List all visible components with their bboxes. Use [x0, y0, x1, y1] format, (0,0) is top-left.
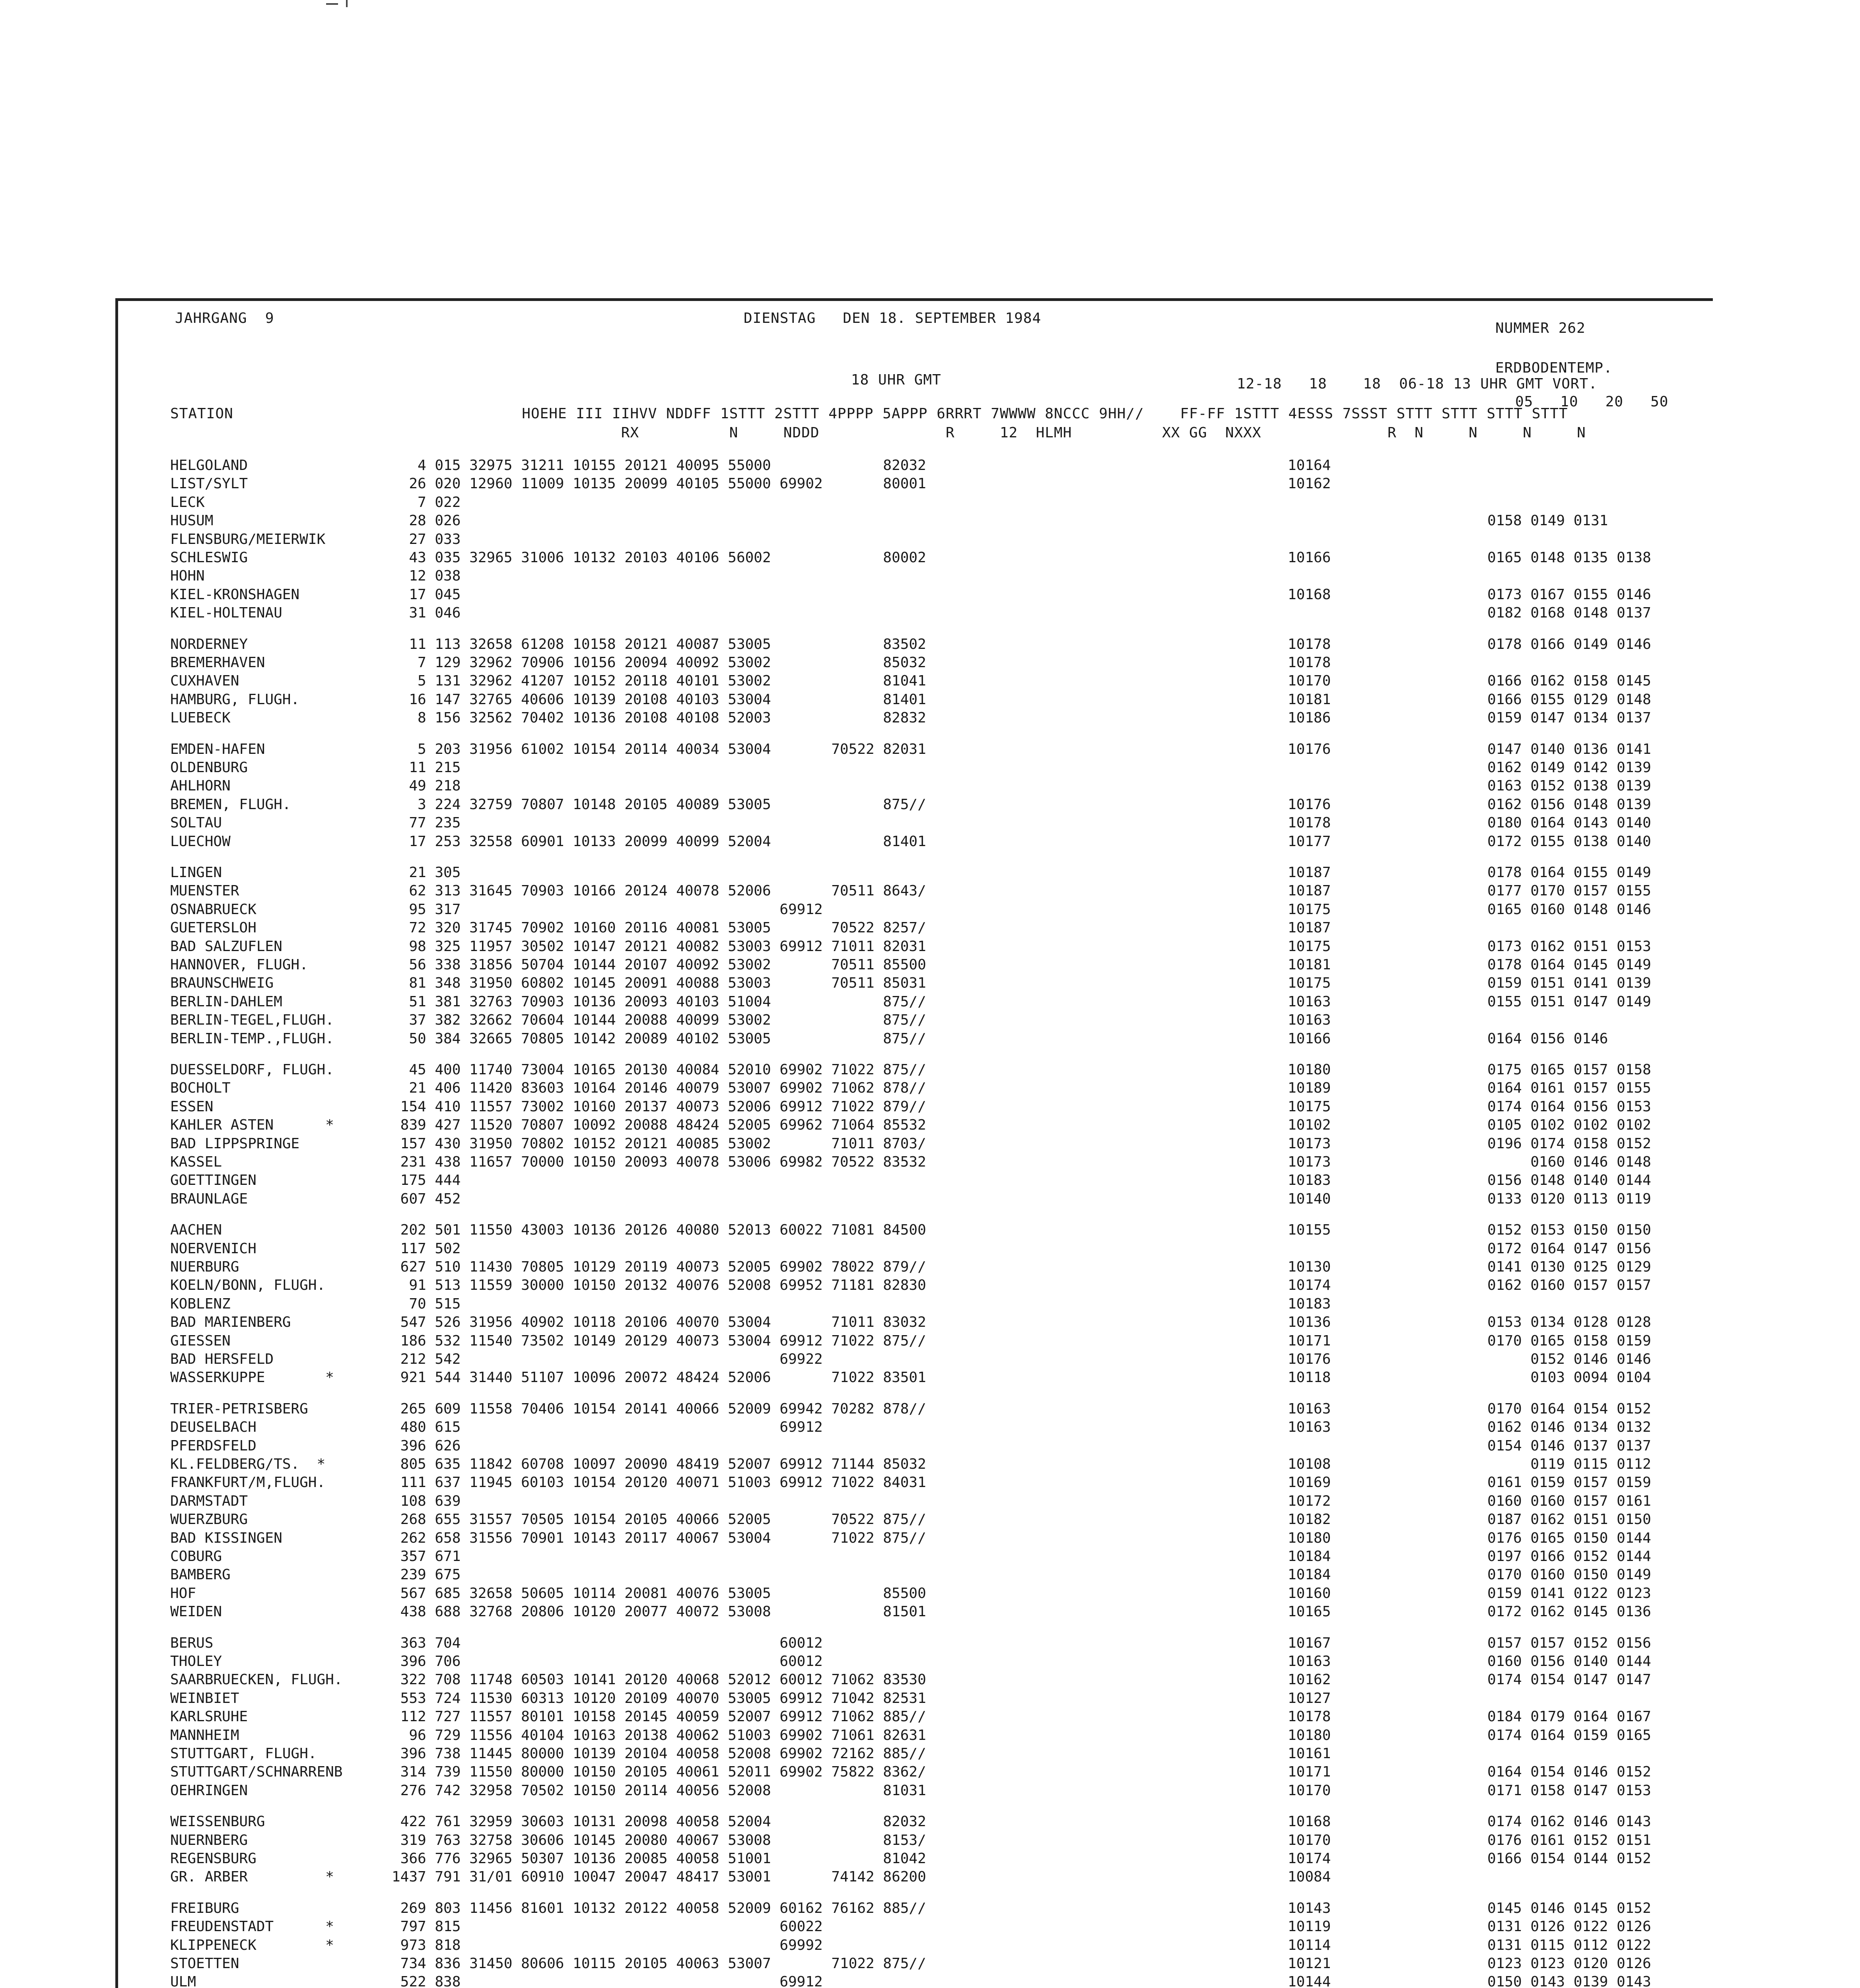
station-name: WUERZBURG [170, 1511, 248, 1528]
soil-depth-heading: 05 10 20 50 [1515, 394, 1669, 410]
supplementary-groups: 10184 [1288, 1548, 1331, 1565]
synop-groups: 49 218 [392, 778, 461, 794]
soil-temperatures: 0176 0161 0152 0151 [1487, 1832, 1651, 1848]
synop-groups: 396 706 60012 [392, 1653, 823, 1670]
synop-groups: 322 708 11748 60503 10141 20120 40068 52012 60012 71062 83530 [392, 1672, 926, 1688]
supplementary-groups: 10178 [1288, 636, 1331, 652]
soil-temperatures: 0159 0151 0141 0139 [1487, 975, 1651, 991]
synop-groups: 268 655 31557 70505 10154 20105 40066 52005 70522 875// [392, 1511, 926, 1528]
synop-groups: 28 026 [392, 513, 461, 529]
supplementary-groups: 10163 [1288, 1012, 1331, 1028]
soil-temperatures: 0187 0162 0151 0150 [1487, 1511, 1651, 1528]
station-name: MUENSTER [170, 883, 239, 899]
synop-groups: 522 838 69912 [392, 1974, 823, 1988]
station-name: AHLHORN [170, 778, 231, 794]
synop-groups: 314 739 11550 80000 10150 20105 40061 52011 69902 75822 8362/ [392, 1764, 926, 1780]
station-name: KOBLENZ [170, 1296, 231, 1312]
soil-temperatures: 0166 0162 0158 0145 [1487, 673, 1651, 689]
synop-groups: 553 724 11530 60313 10120 20109 40070 53005 69912 71042 82531 [392, 1690, 926, 1706]
soil-temperatures: 0197 0166 0152 0144 [1487, 1548, 1651, 1565]
soil-temperatures: 0159 0147 0134 0137 [1487, 710, 1651, 726]
soil-temperatures: 0166 0154 0144 0152 [1487, 1850, 1651, 1867]
soil-temperatures: 0170 0160 0150 0149 [1487, 1567, 1651, 1583]
synop-groups: 396 738 11445 80000 10139 20104 40058 52008 69902 72162 885// [392, 1745, 926, 1762]
soil-temperatures: 0172 0155 0138 0140 [1487, 833, 1651, 850]
soil-temperatures: 0154 0146 0137 0137 [1487, 1438, 1651, 1454]
synop-groups: 111 637 11945 60103 10154 20120 40071 51003 69912 71022 84031 [392, 1474, 926, 1491]
synop-groups: 265 609 11558 70406 10154 20141 40066 52009 69942 70282 878// [392, 1401, 926, 1417]
soil-temperatures: 0157 0157 0152 0156 [1487, 1635, 1651, 1651]
station-name: LINGEN [170, 864, 222, 881]
soil-temperatures: 0176 0165 0150 0144 [1487, 1530, 1651, 1546]
soil-temperatures: 0159 0141 0122 0123 [1487, 1585, 1651, 1602]
station-name: LUEBECK [170, 710, 231, 726]
soil-temperatures: 0141 0130 0125 0129 [1487, 1259, 1651, 1275]
soil-temperatures: 0162 0149 0142 0139 [1487, 759, 1651, 776]
synop-groups: 797 815 60022 [392, 1918, 823, 1935]
synop-groups: 77 235 [392, 815, 461, 831]
supplementary-groups: 10165 [1288, 1604, 1331, 1620]
synop-groups: 269 803 11456 81601 10132 20122 40058 52009 60162 76162 885// [392, 1900, 926, 1916]
station-name: KL.FELDBERG/TS. * [170, 1456, 326, 1472]
synop-groups: 37 382 32662 70604 10144 20088 40099 53002 875// [392, 1012, 926, 1028]
soil-temperatures: 0165 0160 0148 0146 [1487, 901, 1651, 918]
supplementary-groups: 10182 [1288, 1511, 1331, 1528]
synop-groups: 276 742 32958 70502 10150 20114 40056 52008 81031 [392, 1782, 926, 1799]
supplementary-groups: 10170 [1288, 1832, 1331, 1848]
synop-groups: 3 224 32759 70807 10148 20105 40089 53005 875// [392, 796, 926, 813]
synop-groups: 8 156 32562 70402 10136 20108 40108 52003 82832 [392, 710, 926, 726]
supplementary-groups: 10114 [1288, 1937, 1331, 1953]
supplementary-groups: 10175 [1288, 901, 1331, 918]
supplementary-groups: 10127 [1288, 1690, 1331, 1706]
synop-groups: 5 131 32962 41207 10152 20118 40101 53002 81041 [392, 673, 926, 689]
soil-temperatures: 0164 0156 0146 [1487, 1031, 1608, 1047]
soil-temperatures: 0103 0094 0104 [1487, 1369, 1651, 1386]
station-name: HOF [170, 1585, 196, 1602]
station-name: KARLSRUHE [170, 1708, 248, 1725]
supplementary-groups: 10166 [1288, 549, 1331, 566]
synop-groups: 480 615 69912 [392, 1419, 823, 1435]
supplementary-groups: 10140 [1288, 1191, 1331, 1207]
station-name: BREMEN, FLUGH. [170, 796, 291, 813]
soil-temperatures: 0170 0165 0158 0159 [1487, 1333, 1651, 1349]
station-name: THOLEY [170, 1653, 222, 1670]
synop-groups: 70 515 [392, 1296, 461, 1312]
station-name: OSNABRUECK [170, 901, 257, 918]
supplementary-groups: 10177 [1288, 833, 1331, 850]
synop-groups: 973 818 69992 [392, 1937, 823, 1953]
supplementary-groups: 10183 [1288, 1172, 1331, 1188]
soil-temperatures: 0173 0162 0151 0153 [1487, 938, 1651, 955]
station-name: BAD KISSINGEN [170, 1530, 282, 1546]
soil-temperatures: 0180 0164 0143 0140 [1487, 815, 1651, 831]
supplementary-groups: 10161 [1288, 1745, 1331, 1762]
station-name: BERLIN-TEGEL,FLUGH. [170, 1012, 334, 1028]
station-name: FLENSBURG/MEIERWIK [170, 531, 326, 547]
supplementary-groups: 10163 [1288, 1653, 1331, 1670]
station-name: BAD SALZUFLEN [170, 938, 282, 955]
supplementary-groups: 10170 [1288, 1782, 1331, 1799]
soil-temperatures: 0165 0148 0135 0138 [1487, 549, 1651, 566]
station-name: KIEL-HOLTENAU [170, 605, 282, 621]
supplementary-groups: 10189 [1288, 1080, 1331, 1096]
soil-temperatures: 0164 0154 0146 0152 [1487, 1764, 1651, 1780]
supplementary-groups: 10169 [1288, 1474, 1331, 1491]
synop-groups: 239 675 [392, 1567, 461, 1583]
supplementary-groups: 10173 [1288, 1154, 1331, 1170]
station-name: CUXHAVEN [170, 673, 239, 689]
synop-groups: 16 147 32765 40606 10139 20108 40103 53004 81401 [392, 691, 926, 708]
supplementary-groups: 10172 [1288, 1493, 1331, 1509]
synop-groups: 91 513 11559 30000 10150 20132 40076 52008 69952 71181 82830 [392, 1277, 926, 1293]
soil-temp-heading: ERDBODENTEMP. [1495, 360, 1613, 376]
soil-temperatures: 0164 0161 0157 0155 [1487, 1080, 1651, 1096]
station-name: GOETTINGEN [170, 1172, 257, 1188]
synop-groups: 363 704 60012 [392, 1635, 823, 1651]
station-name: KAHLER ASTEN * [170, 1117, 334, 1133]
synop-groups: 11 215 [392, 759, 461, 776]
supplementary-groups: 10121 [1288, 1955, 1331, 1972]
issue-number: NUMMER 262 [1495, 320, 1586, 336]
supplementary-groups: 10174 [1288, 1850, 1331, 1867]
supplementary-groups: 10178 [1288, 1708, 1331, 1725]
soil-temperatures: 0177 0170 0157 0155 [1487, 883, 1651, 899]
soil-temperatures: 0160 0160 0157 0161 [1487, 1493, 1651, 1509]
station-name: BERUS [170, 1635, 214, 1651]
station-name: NORDERNEY [170, 636, 248, 652]
supplementary-groups: 10186 [1288, 710, 1331, 726]
soil-temperatures: 0145 0146 0145 0152 [1487, 1900, 1651, 1916]
station-name: NUERBURG [170, 1259, 239, 1275]
soil-temperatures: 0158 0149 0131 [1487, 513, 1608, 529]
supplementary-groups: 10174 [1288, 1277, 1331, 1293]
soil-temperatures: 0123 0123 0120 0126 [1487, 1955, 1651, 1972]
soil-temperatures: 0152 0153 0150 0150 [1487, 1222, 1651, 1238]
soil-temperatures: 0119 0115 0112 [1487, 1456, 1651, 1472]
station-name: COBURG [170, 1548, 222, 1565]
synop-groups: 5 203 31956 61002 10154 20114 40034 53004 70522 82031 [392, 741, 926, 757]
synop-groups: 567 685 32658 50605 10114 20081 40076 53005 85500 [392, 1585, 926, 1602]
supplementary-groups: 10173 [1288, 1136, 1331, 1152]
supplementary-groups: 10178 [1288, 654, 1331, 671]
supplementary-groups: 10180 [1288, 1062, 1331, 1078]
station-name: WEIDEN [170, 1604, 222, 1620]
supplementary-groups: 10130 [1288, 1259, 1331, 1275]
station-name: AACHEN [170, 1222, 222, 1238]
synop-groups: 81 348 31950 60802 10145 20091 40088 53003 70511 85031 [392, 975, 926, 991]
station-name: GIESSEN [170, 1333, 231, 1349]
soil-temperatures: 0160 0156 0140 0144 [1487, 1653, 1651, 1670]
supplementary-groups: 10166 [1288, 1031, 1331, 1047]
station-name: EMDEN-HAFEN [170, 741, 265, 757]
supplementary-groups: 10168 [1288, 586, 1331, 603]
supplementary-groups: 10180 [1288, 1727, 1331, 1743]
soil-temperatures: 0174 0164 0156 0153 [1487, 1099, 1651, 1115]
station-name: LIST/SYLT [170, 476, 248, 492]
soil-temperatures: 0166 0155 0129 0148 [1487, 691, 1651, 708]
synop-groups: 262 658 31556 70901 10143 20117 40067 53004 71022 875// [392, 1530, 926, 1546]
supplementary-groups: 10160 [1288, 1585, 1331, 1602]
soil-temperatures: 0105 0102 0102 0102 [1487, 1117, 1651, 1133]
supplementary-groups: 10164 [1288, 457, 1331, 474]
period-heading: 12-18 18 18 06-18 13 UHR GMT VORT. [1237, 376, 1598, 392]
supplementary-groups: 10168 [1288, 1813, 1331, 1830]
synop-groups: 12 038 [392, 568, 461, 584]
synop-groups: 231 438 11657 70000 10150 20093 40078 53006 69982 70522 83532 [392, 1154, 926, 1170]
station-name: TRIER-PETRISBERG [170, 1401, 308, 1417]
supplementary-groups: 10155 [1288, 1222, 1331, 1238]
station-name: BAD HERSFELD [170, 1351, 274, 1367]
station-name: NUERNBERG [170, 1832, 248, 1848]
supplementary-groups: 10187 [1288, 864, 1331, 881]
soil-temperatures: 0173 0167 0155 0146 [1487, 586, 1651, 603]
station-name: FREIBURG [170, 1900, 239, 1916]
synop-groups: 21 406 11420 83603 10164 20146 40079 53007 69902 71062 878// [392, 1080, 926, 1096]
station-name: SAARBRUECKEN, FLUGH. [170, 1672, 343, 1688]
supplementary-groups: 10176 [1288, 741, 1331, 757]
synop-groups: 627 510 11430 70805 10129 20119 40073 52005 69902 78022 879// [392, 1259, 926, 1275]
soil-temperatures: 0174 0164 0159 0165 [1487, 1727, 1651, 1743]
synop-groups: 17 253 32558 60901 10133 20099 40099 52004 81401 [392, 833, 926, 850]
soil-temperatures: 0174 0162 0146 0143 [1487, 1813, 1651, 1830]
soil-temperatures: 0160 0146 0148 [1487, 1154, 1651, 1170]
station-name: KOELN/BONN, FLUGH. [170, 1277, 326, 1293]
station-name: FRANKFURT/M,FLUGH. [170, 1474, 326, 1491]
supplementary-groups: 10171 [1288, 1333, 1331, 1349]
station-name: STUTTGART, FLUGH. [170, 1745, 317, 1762]
synop-groups: 95 317 69912 [392, 901, 823, 918]
supplementary-groups: 10119 [1288, 1918, 1331, 1935]
soil-temperatures: 0147 0140 0136 0141 [1487, 741, 1651, 757]
supplementary-groups: 10144 [1288, 1974, 1331, 1988]
synop-groups: 45 400 11740 73004 10165 20130 40084 52010 69902 71022 875// [392, 1062, 926, 1078]
supplementary-groups: 10163 [1288, 994, 1331, 1010]
station-name: HAMBURG, FLUGH. [170, 691, 300, 708]
synop-groups: 438 688 32768 20806 10120 20077 40072 53008 81501 [392, 1604, 926, 1620]
supplementary-groups: 10175 [1288, 938, 1331, 955]
supplementary-groups: 10143 [1288, 1900, 1331, 1916]
station-name: BERLIN-TEMP.,FLUGH. [170, 1031, 334, 1047]
supplementary-groups: 10181 [1288, 691, 1331, 708]
station-name: ESSEN [170, 1099, 214, 1115]
supplementary-groups: 10175 [1288, 975, 1331, 991]
synop-groups: 108 639 [392, 1493, 461, 1509]
station-name: BOCHOLT [170, 1080, 231, 1096]
soil-temperatures: 0178 0164 0155 0149 [1487, 864, 1651, 881]
issue-date: DIENSTAG DEN 18. SEPTEMBER 1984 [744, 310, 1042, 326]
soil-temperatures: 0163 0152 0138 0139 [1487, 778, 1651, 794]
synop-groups: 62 313 31645 70903 10166 20124 40078 52006 70511 8643/ [392, 883, 926, 899]
supplementary-groups: 10108 [1288, 1456, 1331, 1472]
station-name: DEUSELBACH [170, 1419, 257, 1435]
station-name: REGENSBURG [170, 1850, 257, 1867]
station-name: KASSEL [170, 1154, 222, 1170]
synop-groups: 202 501 11550 43003 10136 20126 40080 52013 60022 71081 84500 [392, 1222, 926, 1238]
soil-temperatures: 0161 0159 0157 0159 [1487, 1474, 1651, 1491]
station-name: ULM [170, 1974, 196, 1988]
station-name: WEISSENBURG [170, 1813, 265, 1830]
station-name: NOERVENICH [170, 1241, 257, 1257]
synop-groups: 7 129 32962 70906 10156 20094 40092 53002 85032 [392, 654, 926, 671]
station-name: WASSERKUPPE * [170, 1369, 334, 1386]
station-name: KIEL-KRONSHAGEN [170, 586, 300, 603]
supplementary-groups: 10178 [1288, 815, 1331, 831]
soil-temperatures: 0162 0156 0148 0139 [1487, 796, 1651, 813]
supplementary-groups: 10180 [1288, 1530, 1331, 1546]
observation-time-heading: 18 UHR GMT [851, 372, 941, 388]
station-name: LECK [170, 494, 205, 511]
supplementary-groups: 10175 [1288, 1099, 1331, 1115]
synop-groups: 96 729 11556 40104 10163 20138 40062 51003 69902 71061 82631 [392, 1727, 926, 1743]
column-header-row-2: RX N NDDD R 12 HLMH XX GG NXXX R N N N N [170, 425, 1586, 441]
synop-groups: 547 526 31956 40902 10118 20106 40070 53004 71011 83032 [392, 1314, 926, 1330]
soil-temperatures: 0162 0160 0157 0157 [1487, 1277, 1651, 1293]
synop-groups: 50 384 32665 70805 10142 20089 40102 53005 875// [392, 1031, 926, 1047]
supplementary-groups: 10181 [1288, 957, 1331, 973]
supplementary-groups: 10170 [1288, 673, 1331, 689]
synop-groups: 607 452 [392, 1191, 461, 1207]
synop-groups: 117 502 [392, 1241, 461, 1257]
supplementary-groups: 10102 [1288, 1117, 1331, 1133]
supplementary-groups: 10163 [1288, 1401, 1331, 1417]
soil-temperatures: 0174 0154 0147 0147 [1487, 1672, 1651, 1688]
synop-groups: 7 022 [392, 494, 461, 511]
soil-temperatures: 0182 0168 0148 0137 [1487, 605, 1651, 621]
station-name: BRAUNSCHWEIG [170, 975, 274, 991]
station-name: BAD LIPPSPRINGE [170, 1136, 300, 1152]
synop-groups: 4 015 32975 31211 10155 20121 40095 55000 82032 [392, 457, 926, 474]
soil-temperatures: 0156 0148 0140 0144 [1487, 1172, 1651, 1188]
synop-groups: 56 338 31856 50704 10144 20107 40092 53002 70511 85500 [392, 957, 926, 973]
supplementary-groups: 10136 [1288, 1314, 1331, 1330]
synop-groups: 98 325 11957 30502 10147 20121 40082 53003 69912 71011 82031 [392, 938, 926, 955]
synop-groups: 43 035 32965 31006 10132 20103 40106 56002 80002 [392, 549, 926, 566]
synop-groups: 839 427 11520 70807 10092 20088 48424 52005 69962 71064 85532 [392, 1117, 926, 1133]
synop-groups: 175 444 [392, 1172, 461, 1188]
station-name: STOETTEN [170, 1955, 239, 1972]
synop-groups: 157 430 31950 70802 10152 20121 40085 53002 71011 8703/ [392, 1136, 926, 1152]
soil-temperatures: 0153 0134 0128 0128 [1487, 1314, 1651, 1330]
station-name: BRAUNLAGE [170, 1191, 248, 1207]
station-name: WEINBIET [170, 1690, 239, 1706]
supplementary-groups: 10176 [1288, 1351, 1331, 1367]
station-name: BREMERHAVEN [170, 654, 265, 671]
supplementary-groups: 10184 [1288, 1567, 1331, 1583]
station-name: HELGOLAND [170, 457, 248, 474]
station-name: OEHRINGEN [170, 1782, 248, 1799]
synop-groups: 805 635 11842 60708 10097 20090 48419 52007 69912 71144 85032 [392, 1456, 926, 1472]
station-name: FREUDENSTADT * [170, 1918, 334, 1935]
supplementary-groups: 10167 [1288, 1635, 1331, 1651]
soil-temperatures: 0152 0146 0146 [1487, 1351, 1651, 1367]
station-name: SOLTAU [170, 815, 222, 831]
synop-groups: 72 320 31745 70902 10160 20116 40081 53005 70522 8257/ [392, 920, 926, 936]
supplementary-groups: 10084 [1288, 1869, 1331, 1885]
soil-temperatures: 0131 0115 0112 0122 [1487, 1937, 1651, 1953]
soil-temperatures: 0175 0165 0157 0158 [1487, 1062, 1651, 1078]
soil-temperatures: 0170 0164 0154 0152 [1487, 1401, 1651, 1417]
synop-groups: 21 305 [392, 864, 461, 881]
soil-temperatures: 0171 0158 0147 0153 [1487, 1782, 1651, 1799]
station-name: LUECHOW [170, 833, 231, 850]
station-name: BAD MARIENBERG [170, 1314, 291, 1330]
soil-temperatures: 0172 0164 0147 0156 [1487, 1241, 1651, 1257]
synop-groups: 422 761 32959 30603 10131 20098 40058 52004 82032 [392, 1813, 926, 1830]
station-name: STUTTGART/SCHNARRENB [170, 1764, 343, 1780]
synop-groups: 154 410 11557 73002 10160 20137 40073 52006 69912 71022 879// [392, 1099, 926, 1115]
station-name: KLIPPENECK * [170, 1937, 334, 1953]
station-name: MANNHEIM [170, 1727, 239, 1743]
synop-groups: 27 033 [392, 531, 461, 547]
soil-temperatures: 0133 0120 0113 0119 [1487, 1191, 1651, 1207]
supplementary-groups: 10118 [1288, 1369, 1331, 1386]
synop-groups: 112 727 11557 80101 10158 20145 40059 52007 69912 71062 885// [392, 1708, 926, 1725]
synop-groups: 734 836 31450 80606 10115 20105 40063 53007 71022 875// [392, 1955, 926, 1972]
synop-groups: 319 763 32758 30606 10145 20080 40067 53008 8153/ [392, 1832, 926, 1848]
synop-groups: 17 045 [392, 586, 461, 603]
station-name: HUSUM [170, 513, 214, 529]
station-name: SCHLESWIG [170, 549, 248, 566]
synop-groups: 366 776 32965 50307 10136 20085 40058 51001 81042 [392, 1850, 926, 1867]
station-name: HOHN [170, 568, 205, 584]
synop-groups: 921 544 31440 51107 10096 20072 48424 52006 71022 83501 [392, 1369, 926, 1386]
soil-temperatures: 0184 0179 0164 0167 [1487, 1708, 1651, 1725]
soil-temperatures: 0178 0166 0149 0146 [1487, 636, 1651, 652]
supplementary-groups: 10187 [1288, 920, 1331, 936]
volume-label: JAHRGANG 9 [175, 310, 274, 326]
supplementary-groups: 10176 [1288, 796, 1331, 813]
synop-groups: 31 046 [392, 605, 461, 621]
station-name: HANNOVER, FLUGH. [170, 957, 308, 973]
station-name: PFERDSFELD [170, 1438, 257, 1454]
supplementary-groups: 10171 [1288, 1764, 1331, 1780]
station-name: BAMBERG [170, 1567, 231, 1583]
station-name: GR. ARBER * [170, 1869, 334, 1885]
station-name: DUESSELDORF, FLUGH. [170, 1062, 334, 1078]
synop-groups: 186 532 11540 73502 10149 20129 40073 53004 69912 71022 875// [392, 1333, 926, 1349]
synop-groups: 212 542 69922 [392, 1351, 823, 1367]
soil-temperatures: 0162 0146 0134 0132 [1487, 1419, 1651, 1435]
station-name: GUETERSLOH [170, 920, 257, 936]
supplementary-groups: 10183 [1288, 1296, 1331, 1312]
supplementary-groups: 10163 [1288, 1419, 1331, 1435]
station-name: OLDENBURG [170, 759, 248, 776]
synop-groups: 357 671 [392, 1548, 461, 1565]
soil-temperatures: 0155 0151 0147 0149 [1487, 994, 1651, 1010]
soil-temperatures: 0196 0174 0158 0152 [1487, 1136, 1651, 1152]
soil-temperatures: 0150 0143 0139 0143 [1487, 1974, 1651, 1988]
soil-temperatures: 0172 0162 0145 0136 [1487, 1604, 1651, 1620]
synop-groups: 1437 791 31/01 60910 10047 20047 48417 53001 74142 86200 [392, 1869, 926, 1885]
supplementary-groups: 10162 [1288, 476, 1331, 492]
synop-groups: 11 113 32658 61208 10158 20121 40087 53005 83502 [392, 636, 926, 652]
soil-temperatures: 0131 0126 0122 0126 [1487, 1918, 1651, 1935]
synop-groups: 51 381 32763 70903 10136 20093 40103 51004 875// [392, 994, 926, 1010]
synop-groups: 396 626 [392, 1438, 461, 1454]
supplementary-groups: 10187 [1288, 883, 1331, 899]
supplementary-groups: 10162 [1288, 1672, 1331, 1688]
synop-groups: 26 020 12960 11009 10135 20099 40105 55000 69902 80001 [392, 476, 926, 492]
station-name: DARMSTADT [170, 1493, 248, 1509]
station-name: BERLIN-DAHLEM [170, 994, 282, 1010]
column-header-row-1: STATION HOEHE III IIHVV NDDFF 1STTT 2STTT 4PPPP 5APPP 6RRRT 7WWWW 8NCCC 9HH// FF-FF 1STTT 4ESSS 7SSST STTT STTT STTT STTT [170, 406, 1568, 422]
soil-temperatures: 0178 0164 0145 0149 [1487, 957, 1651, 973]
